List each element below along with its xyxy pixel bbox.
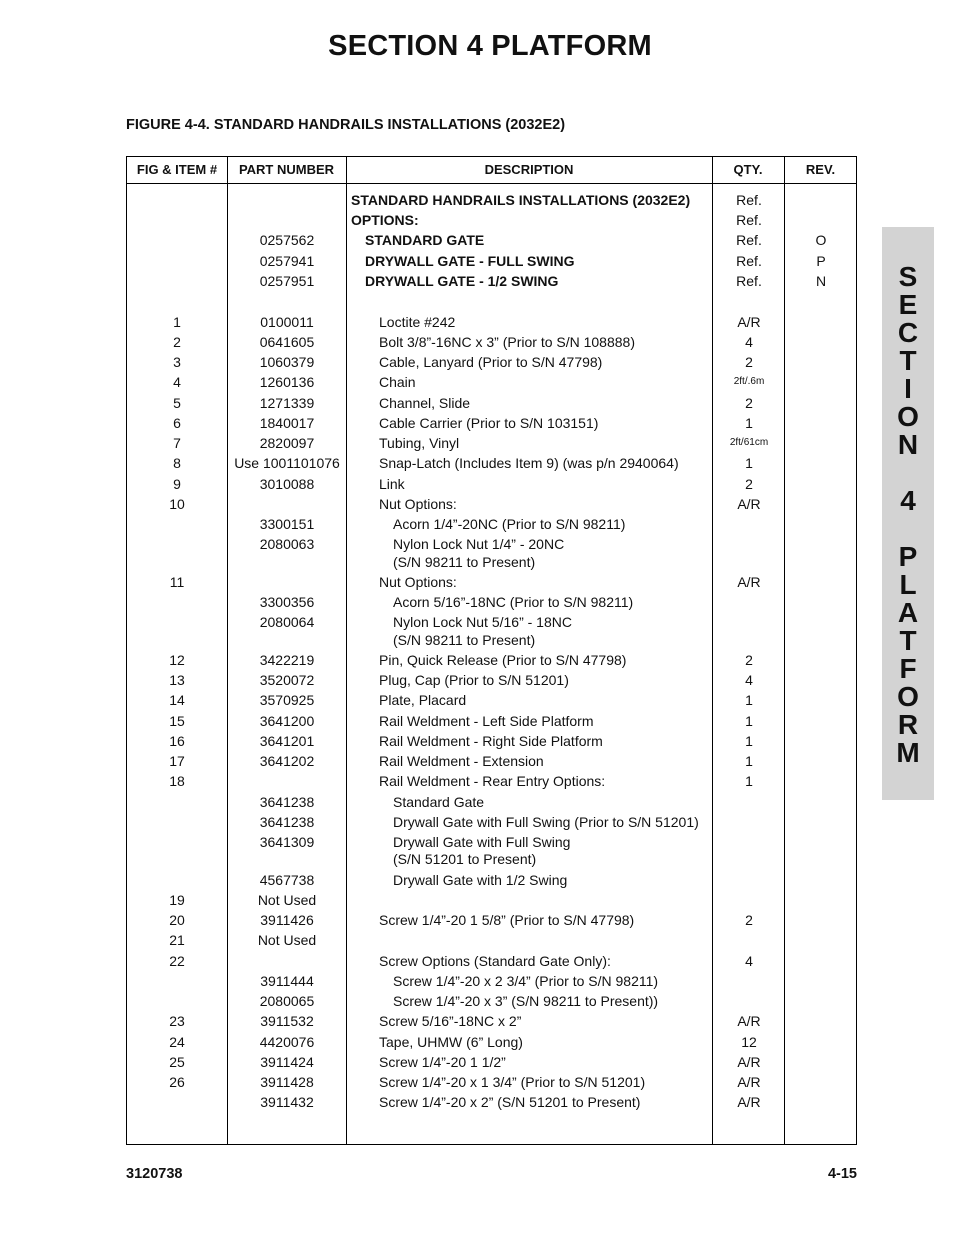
qty-cell: 1 bbox=[745, 455, 753, 471]
part-number-cell: 2080065 bbox=[259, 993, 315, 1009]
description-cell: Drywall Gate with Full Swing (Prior to S/N 51201) bbox=[393, 814, 699, 830]
qty-cell: 1 bbox=[745, 692, 753, 708]
part-number-cell: 1260136 bbox=[259, 374, 315, 390]
table-row bbox=[127, 992, 858, 1012]
description-cell: STANDARD GATE bbox=[365, 232, 485, 248]
fig-item-cell: 1 bbox=[173, 314, 181, 330]
part-number-cell: Not Used bbox=[257, 932, 317, 948]
part-number-cell: 0257941 bbox=[259, 253, 315, 269]
qty-cell: 2ft/.6m bbox=[733, 376, 765, 387]
table-row bbox=[127, 434, 858, 454]
qty-cell: Ref. bbox=[736, 232, 762, 248]
table-row bbox=[127, 1093, 858, 1113]
part-number-cell: 3911532 bbox=[260, 1013, 314, 1029]
qty-cell: 2ft/61cm bbox=[729, 437, 769, 448]
section-side-tab bbox=[882, 227, 934, 800]
side-tab-letter: A bbox=[897, 597, 919, 628]
table-row bbox=[127, 394, 858, 414]
table-row bbox=[127, 313, 858, 333]
table-row bbox=[127, 871, 858, 891]
fig-item-cell: 22 bbox=[169, 953, 185, 969]
qty-cell: Ref. bbox=[736, 273, 762, 289]
fig-item-cell: 17 bbox=[169, 753, 185, 769]
part-number-cell: 2080063 bbox=[259, 536, 315, 552]
description-cell: Snap-Latch (Includes Item 9) (was p/n 2940064) bbox=[379, 455, 679, 471]
description-cell: Chain bbox=[379, 374, 416, 390]
side-tab-letter: L bbox=[899, 569, 917, 600]
qty-cell: A/R bbox=[737, 496, 761, 512]
description-cell: Rail Weldment - Extension bbox=[379, 753, 544, 769]
qty-cell: Ref. bbox=[736, 212, 762, 228]
qty-cell: 4 bbox=[745, 672, 753, 688]
table-row bbox=[127, 631, 858, 651]
description-cell: Screw Options (Standard Gate Only): bbox=[379, 953, 611, 969]
description-cell: (S/N 98211 to Present) bbox=[393, 554, 536, 570]
part-number-cell: 3010088 bbox=[259, 476, 315, 492]
table-row bbox=[127, 593, 858, 613]
part-number-cell: 3911444 bbox=[260, 973, 314, 989]
table-row bbox=[127, 732, 858, 752]
table-row bbox=[127, 191, 858, 211]
description-cell: Nut Options: bbox=[379, 496, 457, 512]
description-cell: Plate, Placard bbox=[379, 692, 467, 708]
table-row bbox=[127, 252, 858, 272]
header-fig-item: FIG & ITEM # bbox=[136, 162, 218, 177]
part-number-cell: 4420076 bbox=[259, 1034, 315, 1050]
description-cell: Rail Weldment - Rear Entry Options: bbox=[379, 773, 606, 789]
table-row bbox=[127, 211, 858, 231]
description-cell: DRYWALL GATE - FULL SWING bbox=[365, 253, 575, 269]
description-cell: Screw 1/4”-20 1 1/2” bbox=[379, 1054, 506, 1070]
side-tab-letter: O bbox=[897, 401, 919, 432]
qty-cell: 2 bbox=[745, 354, 753, 370]
table-row bbox=[127, 1033, 858, 1053]
description-cell: Nylon Lock Nut 5/16” - 18NC bbox=[393, 614, 572, 630]
description-cell: Nut Options: bbox=[379, 574, 457, 590]
description-cell: Tape, UHMW (6” Long) bbox=[379, 1034, 523, 1050]
fig-item-cell: 26 bbox=[169, 1074, 185, 1090]
table-row bbox=[127, 1012, 858, 1032]
description-cell: Loctite #242 bbox=[379, 314, 456, 330]
table-row bbox=[127, 712, 858, 732]
part-number-cell: 3570925 bbox=[259, 692, 315, 708]
part-number-cell: 2080064 bbox=[259, 614, 315, 630]
rev-cell: N bbox=[815, 273, 827, 289]
description-cell: OPTIONS: bbox=[351, 212, 419, 228]
qty-cell: 12 bbox=[741, 1034, 757, 1050]
description-cell: Screw 1/4”-20 1 5/8” (Prior to S/N 47798) bbox=[379, 912, 635, 928]
part-number-cell: 1271339 bbox=[259, 395, 315, 411]
part-number-cell: 0257951 bbox=[259, 273, 315, 289]
description-cell: Link bbox=[379, 476, 405, 492]
part-number-cell: 3641200 bbox=[259, 713, 315, 729]
qty-cell: 2 bbox=[745, 652, 753, 668]
description-cell: Screw 1/4”-20 x 2 3/4” (Prior to S/N 98211) bbox=[393, 973, 659, 989]
description-cell: Acorn 5/16”-18NC (Prior to S/N 98211) bbox=[393, 594, 634, 610]
part-number-cell: 3520072 bbox=[259, 672, 315, 688]
side-tab-letter: F bbox=[899, 653, 917, 684]
side-tab-letter: 4 bbox=[900, 485, 916, 516]
table-row bbox=[127, 553, 858, 573]
qty-cell: Ref. bbox=[736, 192, 762, 208]
fig-item-cell: 14 bbox=[169, 692, 185, 708]
description-cell: Rail Weldment - Left Side Platform bbox=[379, 713, 594, 729]
part-number-cell: 3641202 bbox=[259, 753, 315, 769]
section-title: SECTION 4 PLATFORM bbox=[328, 30, 652, 62]
description-cell: Screw 1/4”-20 x 2” (S/N 51201 to Present) bbox=[379, 1094, 641, 1110]
fig-item-cell: 6 bbox=[173, 415, 181, 431]
qty-cell: 1 bbox=[745, 415, 753, 431]
table-row bbox=[127, 613, 858, 633]
side-tab-letter: O bbox=[897, 681, 919, 712]
table-row bbox=[127, 911, 858, 931]
fig-item-cell: 21 bbox=[169, 932, 185, 948]
part-number-cell: 0100011 bbox=[260, 314, 314, 330]
table-row bbox=[127, 772, 858, 792]
header-qty: QTY. bbox=[733, 162, 763, 177]
description-cell: Screw 1/4”-20 x 1 3/4” (Prior to S/N 51201) bbox=[379, 1074, 646, 1090]
table-row bbox=[127, 1073, 858, 1093]
side-tab-letter: N bbox=[897, 429, 919, 460]
document-number: 3120738 bbox=[126, 1166, 183, 1182]
table-row bbox=[127, 850, 858, 870]
table-row bbox=[127, 931, 858, 951]
table-row bbox=[127, 515, 858, 535]
side-tab-letter: T bbox=[899, 625, 917, 656]
side-tab-letter: M bbox=[896, 737, 920, 768]
table-row bbox=[127, 272, 858, 292]
part-number-cell: 0641605 bbox=[259, 334, 315, 350]
table-row bbox=[127, 373, 858, 393]
description-cell: Channel, Slide bbox=[379, 395, 471, 411]
fig-item-cell: 18 bbox=[169, 773, 185, 789]
part-number-cell: 3911428 bbox=[260, 1074, 314, 1090]
fig-item-cell: 13 bbox=[169, 672, 185, 688]
table-row bbox=[127, 535, 858, 555]
side-tab-letter: I bbox=[904, 373, 912, 404]
part-number-cell: 1060379 bbox=[259, 354, 315, 370]
header-rev: REV. bbox=[805, 162, 836, 177]
qty-cell: Ref. bbox=[736, 253, 762, 269]
rev-cell: O bbox=[815, 232, 827, 248]
qty-cell: A/R bbox=[737, 574, 761, 590]
table-row bbox=[127, 454, 858, 474]
description-cell: Tubing, Vinyl bbox=[379, 435, 460, 451]
part-number-cell: 2820097 bbox=[259, 435, 315, 451]
table-row bbox=[127, 651, 858, 671]
description-cell: Acorn 1/4”-20NC (Prior to S/N 98211) bbox=[393, 516, 626, 532]
table-row bbox=[127, 752, 858, 772]
rev-cell: P bbox=[816, 253, 826, 269]
qty-cell: 4 bbox=[745, 953, 753, 969]
table-row bbox=[127, 813, 858, 833]
part-number-cell: 3911424 bbox=[260, 1054, 314, 1070]
description-cell: Rail Weldment - Right Side Platform bbox=[379, 733, 603, 749]
parts-table bbox=[126, 156, 857, 1145]
part-number-cell: 3300356 bbox=[259, 594, 315, 610]
side-tab-letter: C bbox=[897, 317, 919, 348]
table-row bbox=[127, 891, 858, 911]
fig-item-cell: 4 bbox=[173, 374, 181, 390]
part-number-cell: 3422219 bbox=[259, 652, 315, 668]
table-row bbox=[127, 952, 858, 972]
fig-item-cell: 25 bbox=[169, 1054, 185, 1070]
description-cell: Plug, Cap (Prior to S/N 51201) bbox=[379, 672, 569, 688]
description-cell: Drywall Gate with Full Swing bbox=[393, 834, 571, 850]
qty-cell: 2 bbox=[745, 912, 753, 928]
part-number-cell: 3641201 bbox=[259, 733, 315, 749]
side-tab-letter: T bbox=[899, 345, 917, 376]
part-number-cell: 4567738 bbox=[259, 872, 315, 888]
description-cell: Screw 1/4”-20 x 3” (S/N 98211 to Present)) bbox=[393, 993, 659, 1009]
fig-item-cell: 9 bbox=[173, 476, 181, 492]
qty-cell: 2 bbox=[745, 395, 753, 411]
table-row bbox=[127, 333, 858, 353]
fig-item-cell: 16 bbox=[169, 733, 185, 749]
fig-item-cell: 12 bbox=[169, 652, 185, 668]
side-tab-label bbox=[882, 263, 934, 767]
fig-item-cell: 5 bbox=[173, 395, 181, 411]
description-cell: Screw 5/16”-18NC x 2” bbox=[379, 1013, 522, 1029]
part-number-cell: 1840017 bbox=[259, 415, 315, 431]
table-row bbox=[127, 231, 858, 251]
qty-cell: A/R bbox=[737, 1094, 761, 1110]
fig-item-cell: 10 bbox=[169, 496, 185, 512]
page-number: 4-15 bbox=[827, 1166, 857, 1182]
description-cell: (S/N 98211 to Present) bbox=[393, 632, 536, 648]
side-tab-letter: R bbox=[897, 709, 919, 740]
fig-item-cell: 19 bbox=[169, 892, 185, 908]
part-number-cell: Not Used bbox=[257, 892, 317, 908]
description-cell: STANDARD HANDRAILS INSTALLATIONS (2032E2) bbox=[351, 192, 691, 208]
fig-item-cell: 2 bbox=[173, 334, 181, 350]
figure-title: FIGURE 4-4. STANDARD HANDRAILS INSTALLATIONS (2032E2) bbox=[126, 117, 566, 133]
table-row bbox=[127, 495, 858, 515]
description-cell: Pin, Quick Release (Prior to S/N 47798) bbox=[379, 652, 627, 668]
description-cell: (S/N 51201 to Present) bbox=[393, 851, 537, 867]
table-row bbox=[127, 1053, 858, 1073]
table-row bbox=[127, 972, 858, 992]
part-number-cell: 0257562 bbox=[259, 232, 315, 248]
part-number-cell: 3911426 bbox=[260, 912, 314, 928]
table-row bbox=[127, 573, 858, 593]
part-number-cell: 3911432 bbox=[260, 1094, 314, 1110]
side-tab-spacer bbox=[882, 515, 934, 543]
qty-cell: 1 bbox=[745, 753, 753, 769]
qty-cell: 1 bbox=[745, 773, 753, 789]
side-tab-letter: P bbox=[898, 541, 918, 572]
part-number-cell: 3300151 bbox=[259, 516, 315, 532]
header-description: DESCRIPTION bbox=[484, 162, 574, 177]
description-cell: DRYWALL GATE - 1/2 SWING bbox=[365, 273, 559, 289]
fig-item-cell: 3 bbox=[173, 354, 181, 370]
qty-cell: A/R bbox=[737, 1074, 761, 1090]
fig-item-cell: 11 bbox=[169, 574, 185, 590]
part-number-cell: 3641309 bbox=[259, 834, 315, 850]
fig-item-cell: 23 bbox=[169, 1013, 185, 1029]
table-row bbox=[127, 353, 858, 373]
part-number-cell: 3641238 bbox=[259, 814, 315, 830]
fig-item-cell: 24 bbox=[169, 1034, 185, 1050]
description-cell: Cable, Lanyard (Prior to S/N 47798) bbox=[379, 354, 603, 370]
qty-cell: 1 bbox=[745, 713, 753, 729]
table-row bbox=[127, 691, 858, 711]
qty-cell: A/R bbox=[737, 314, 761, 330]
qty-cell: 1 bbox=[745, 733, 753, 749]
side-tab-letter: S bbox=[898, 261, 918, 292]
fig-item-cell: 7 bbox=[173, 435, 181, 451]
description-cell: Bolt 3/8”-16NC x 3” (Prior to S/N 108888) bbox=[379, 334, 635, 350]
fig-item-cell: 8 bbox=[173, 455, 181, 471]
table-row bbox=[127, 793, 858, 813]
fig-item-cell: 15 bbox=[169, 713, 185, 729]
description-cell: Drywall Gate with 1/2 Swing bbox=[393, 872, 568, 888]
fig-item-cell: 20 bbox=[169, 912, 185, 928]
part-number-cell: Use 1001101076 bbox=[234, 455, 340, 471]
qty-cell: 4 bbox=[745, 334, 753, 350]
qty-cell: 2 bbox=[745, 476, 753, 492]
description-cell: Nylon Lock Nut 1/4” - 20NC bbox=[393, 536, 565, 552]
side-tab-spacer bbox=[882, 459, 934, 487]
side-tab-letter: E bbox=[898, 289, 918, 320]
table-row bbox=[127, 475, 858, 495]
header-part-number: PART NUMBER bbox=[238, 162, 335, 177]
part-number-cell: 3641238 bbox=[259, 794, 315, 810]
description-cell: Cable Carrier (Prior to S/N 103151) bbox=[379, 415, 599, 431]
table-row bbox=[127, 414, 858, 434]
table-row bbox=[127, 671, 858, 691]
qty-cell: A/R bbox=[737, 1013, 761, 1029]
qty-cell: A/R bbox=[737, 1054, 761, 1070]
description-cell: Standard Gate bbox=[393, 794, 485, 810]
header-divider bbox=[127, 183, 856, 184]
